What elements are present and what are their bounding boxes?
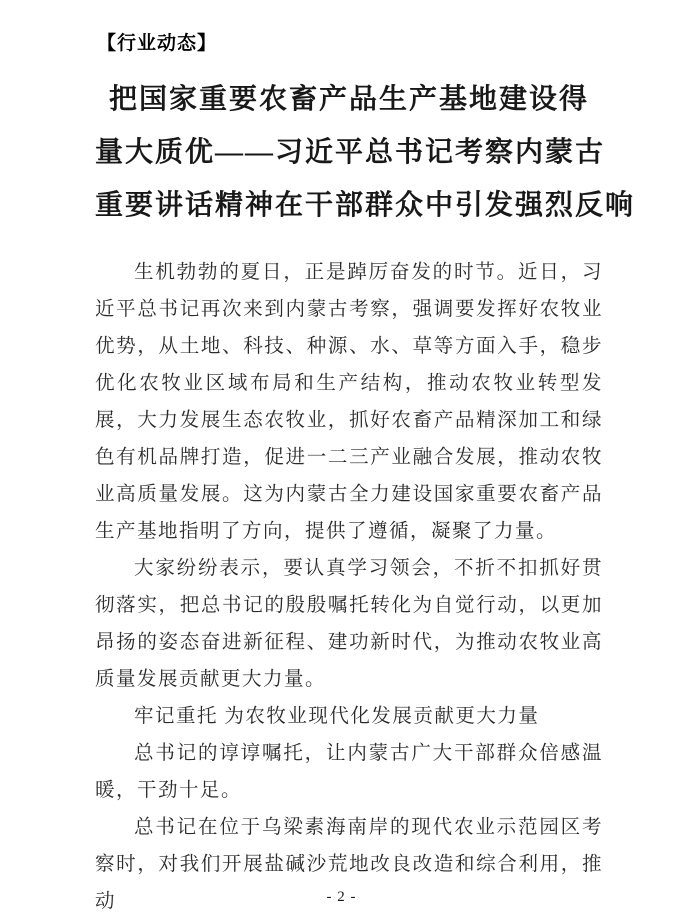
body-paragraph: 总书记的谆谆嘱托，让内蒙古广大干部群众倍感温暖，干劲十足。: [95, 743, 603, 801]
page-number: - 2 -: [326, 889, 357, 905]
document-content: [95, 28, 636, 918]
document-title-line-3: 重要讲话精神在干部群众中引发强烈反响: [95, 190, 636, 221]
section-tag: 【行业动态】: [97, 33, 218, 54]
body-paragraph: 总书记在位于乌梁素海南岸的现代农业示范园区考察时，对我们开展盐碱沙荒地改良改造和综合利用，推动: [95, 817, 603, 912]
document-title-line-1: 把国家重要农畜产品生产基地建设得: [108, 84, 589, 115]
document-title-line-2: 量大质优——习近平总书记考察内蒙古: [95, 137, 606, 168]
body-paragraph: 生机勃勃的夏日，正是踔厉奋发的时节。近日，习近平总书记再次来到内蒙古考察，强调要发挥好农牧业优势，从土地、科技、种源、水、草等方面入手，稳步优化农牧业区域布局和生产结构，推动农牧业转型发展，大力发展生态农牧业，抓好农畜产品精深加工和绿色有机品牌打造，促进一二三产业融合发展，推动农牧业高质量发展。这为内蒙古全力建设国家重要农畜产品生产基地指明了方向，提供了遵循，凝聚了力量。: [95, 262, 603, 542]
body-paragraph: 大家纷纷表示，要认真学习领会，不折不扣抓好贯彻落实，把总书记的殷殷嘱托转化为自觉行动，以更加昂扬的姿态奋进新征程、建功新时代，为推动农牧业高质量发展贡献更大力量。: [95, 558, 603, 690]
document-body: [95, 254, 603, 918]
document-title: [95, 73, 636, 232]
body-subheading: 牢记重托 为农牧业现代化发展贡献更大力量: [134, 706, 540, 727]
